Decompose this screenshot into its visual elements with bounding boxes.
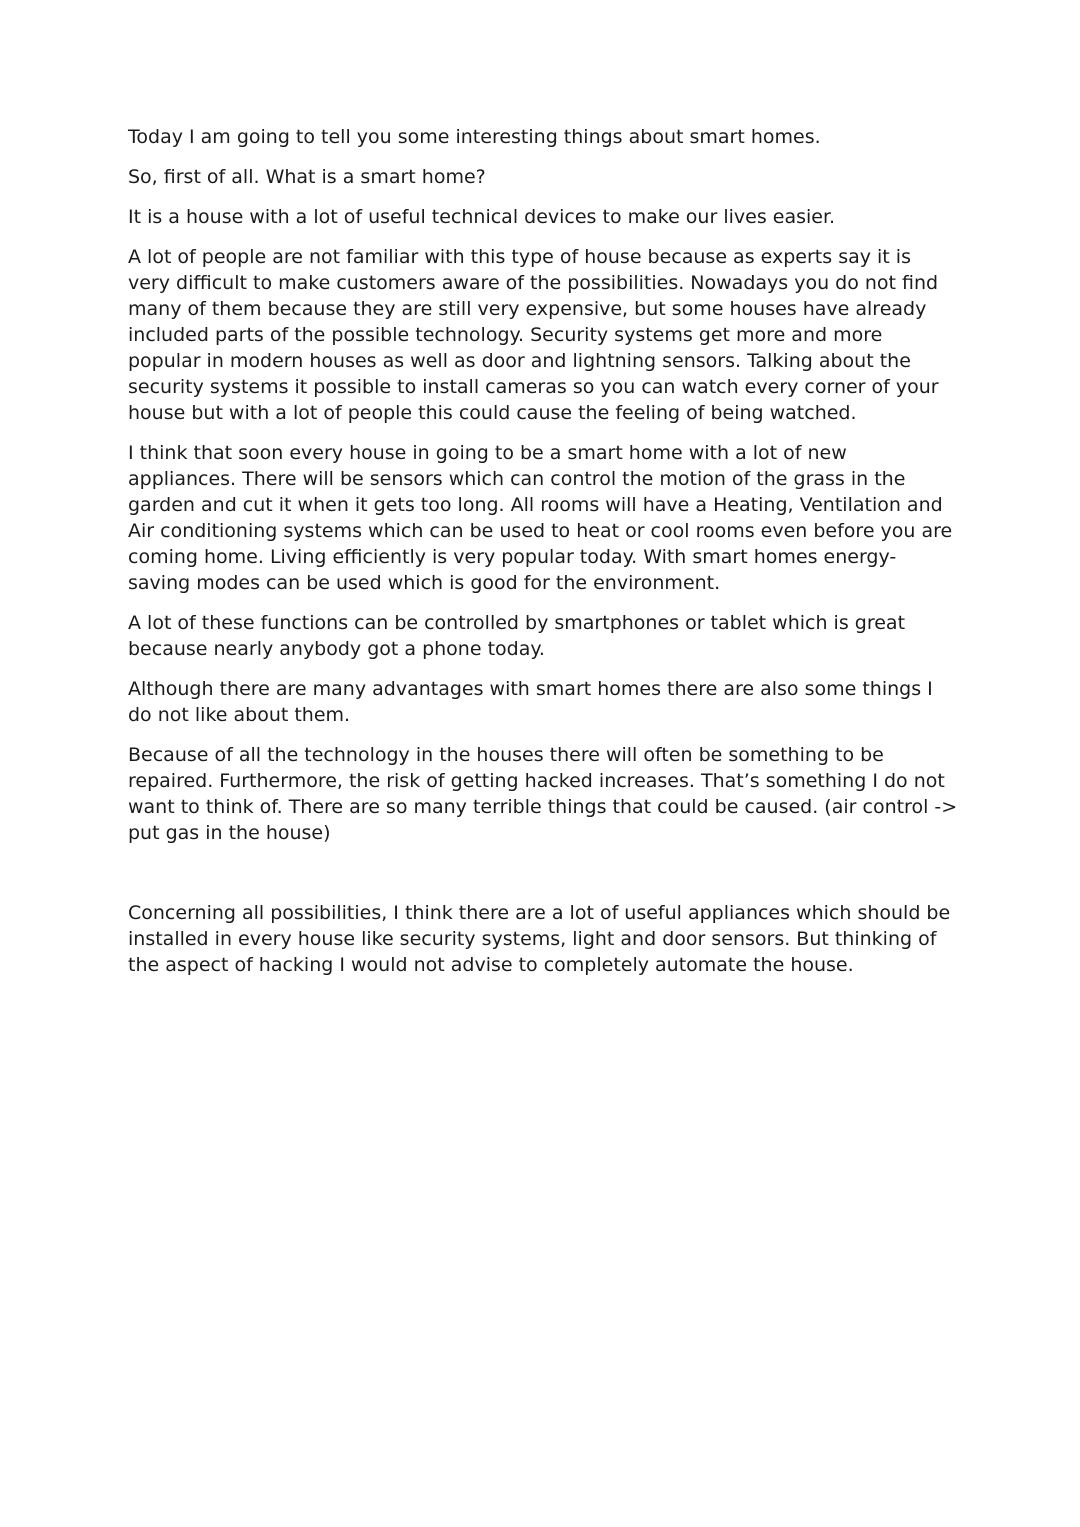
paragraph-conclusion: Concerning all possibilities, I think there are a lot of useful appliances which should be installed in every house like security systems, light and door sensors. But thinking of the aspect of hacking I would not advise to completely automate the house. — [128, 902, 951, 976]
paragraph-intro: Today I am going to tell you some interesting things about smart homes. — [128, 126, 821, 148]
paragraph-disadvantages-intro: Although there are many advantages with smart homes there are also some things I do not like about them. — [128, 678, 933, 726]
paragraph-question: So, first of all. What is a smart home? — [128, 166, 486, 188]
paragraph-definition: It is a house with a lot of useful technical devices to make our lives easier. — [128, 206, 836, 228]
paragraph-smartphones: A lot of these functions can be controlled by smartphones or tablet which is great because nearly anybody got a phone today. — [128, 612, 906, 660]
document-body — [128, 124, 958, 992]
paragraph-future: I think that soon every house in going to be a smart home with a lot of new appliances. There will be sensors which can control the motion of the grass in the garden and cut it when it gets too long. All rooms will have a Heating, Ventilation and Air conditioning systems which can be used to heat or cool rooms even before you are coming home. Living efficiently is very popular today. With smart homes energy-saving modes can be used which is good for the environment. — [128, 442, 953, 594]
paragraph-risks: Because of all the technology in the houses there will often be something to be repaired. Furthermore, the risk of getting hacked increases. That’s something I do not want to think of. There are so many terrible things that could be caused. (air control -> put gas in the house) — [128, 744, 958, 844]
paragraph-familiarity: A lot of people are not familiar with this type of house because as experts say it is very difficult to make customers aware of the possibilities. Nowadays you do not find many of them because they are still very expensive, but some houses have already included parts of the possible technology. Security systems get more and more popular in modern houses as well as door and lightning sensors. Talking about the security systems it possible to install cameras so you can watch every corner of your house but with a lot of people this could cause the feeling of being watched. — [128, 246, 939, 424]
